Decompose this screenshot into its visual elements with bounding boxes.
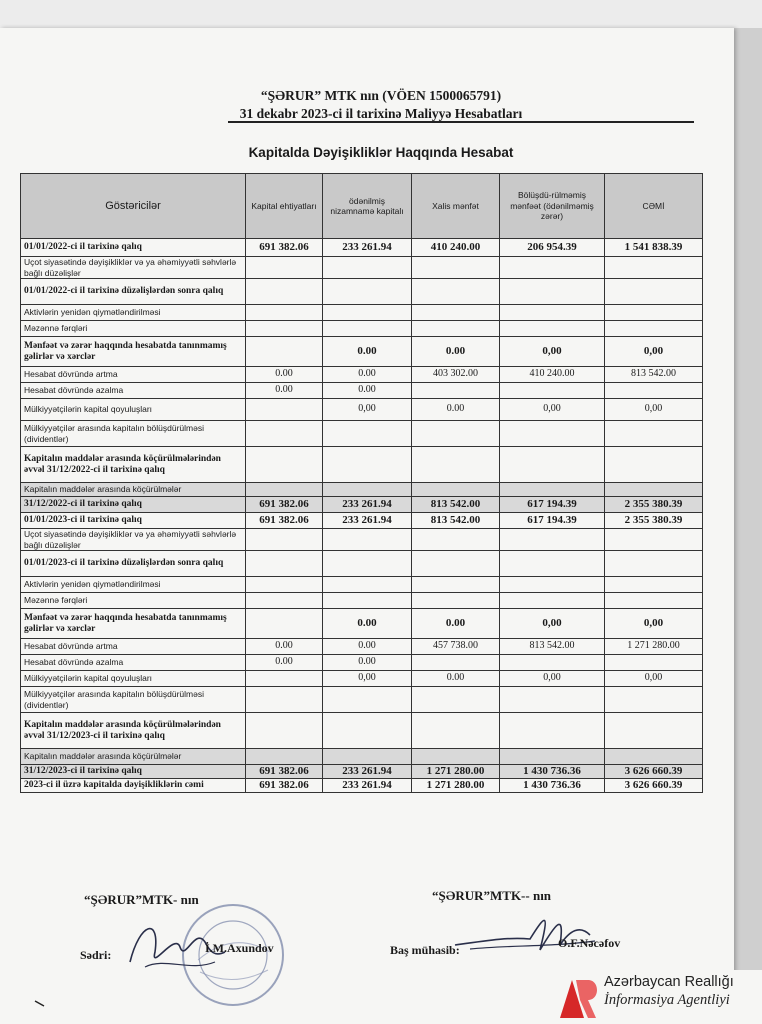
column-header: Bölüşdü-rülməmiş mənfəət (ödənilməmiş zərər) [500,174,605,239]
value-cell [323,321,412,337]
row-label: 01/01/2022-ci il tarixinə düzəlişlərdən sonra qalıq [21,279,246,305]
value-cell: 0,00 [500,399,605,421]
value-cell [246,279,323,305]
value-cell [246,337,323,367]
value-cell [500,551,605,577]
table-row [21,609,703,639]
value-cell: 3 626 660.39 [605,765,703,779]
value-cell [605,383,703,399]
table-row [21,279,703,305]
value-cell: 3 626 660.39 [605,779,703,793]
row-label: Hesabat dövründə artma [21,367,246,383]
value-cell [605,305,703,321]
value-cell: 233 261.94 [323,765,412,779]
value-cell [500,383,605,399]
value-cell [323,551,412,577]
row-label: 2023-ci il üzrə kapitalda dəyişikliklərin cəmi [21,779,246,793]
value-cell: 0,00 [605,609,703,639]
value-cell: 0.00 [323,609,412,639]
row-label: 01/01/2023-ci il tarixinə qalıq [21,513,246,529]
value-cell [500,577,605,593]
table-header-row [21,174,703,239]
value-cell [246,421,323,447]
value-cell: 617 194.39 [500,513,605,529]
table-row [21,749,703,765]
value-cell: 0.00 [246,383,323,399]
table-row [21,765,703,779]
value-cell: 691 382.06 [246,497,323,513]
value-cell [323,279,412,305]
agency-name: Azərbaycan Reallığı [604,974,734,990]
table-row [21,513,703,529]
value-cell [412,655,500,671]
document-title: “ŞƏRUR” MTK nın (VÖEN 1500065791) [260,88,502,103]
value-cell: 691 382.06 [246,239,323,257]
value-cell: 0.00 [323,367,412,383]
value-cell [605,421,703,447]
value-cell [412,483,500,497]
row-label: Mənfəət və zərər haqqında hesabatda tanınmamış gəlirlər və xərclər [21,609,246,639]
value-cell [323,483,412,497]
column-header: CƏMİ [605,174,703,239]
value-cell [412,321,500,337]
value-cell [412,279,500,305]
agency-watermark [556,970,762,1024]
value-cell: 0.00 [323,337,412,367]
value-cell [500,713,605,749]
value-cell: 233 261.94 [323,779,412,793]
value-cell [246,529,323,551]
value-cell: 1 430 736.36 [500,779,605,793]
accountant-name: O.F.Nəcəfov [558,936,621,950]
value-cell [412,593,500,609]
value-cell: 0,00 [500,337,605,367]
value-cell: 813 542.00 [412,497,500,513]
document-period: 31 dekabr 2023-ci il tarixinə Maliyyə Hesabatları [239,106,523,121]
value-cell [323,529,412,551]
value-cell [246,321,323,337]
row-label: 01/01/2023-ci il tarixinə düzəlişlərdən sonra qalıq [21,551,246,577]
value-cell: 0.00 [412,337,500,367]
row-label: Mülkiyyətçilər arasında kapitalın bölüşdürülməsi (dividentlər) [21,687,246,713]
value-cell [246,447,323,483]
value-cell [412,257,500,279]
value-cell [246,257,323,279]
accountant-role: Baş mühasib: [390,943,460,957]
table-row [21,671,703,687]
value-cell [246,609,323,639]
value-cell [246,687,323,713]
value-cell [605,593,703,609]
column-header: Kapital ehtiyatları [246,174,323,239]
row-label: Mülkiyyətçilərin kapital qoyuluşları [21,399,246,421]
table-row [21,421,703,447]
title-underline [228,121,694,123]
value-cell [246,671,323,687]
value-cell [323,687,412,713]
value-cell: 0,00 [500,609,605,639]
table-row [21,399,703,421]
value-cell [500,655,605,671]
value-cell [323,577,412,593]
value-cell: 1 271 280.00 [412,779,500,793]
value-cell: 813 542.00 [605,367,703,383]
value-cell: 0.00 [323,383,412,399]
value-cell [246,713,323,749]
value-cell: 0,00 [323,399,412,421]
value-cell [605,749,703,765]
value-cell: 403 302.00 [412,367,500,383]
value-cell: 457 738.00 [412,639,500,655]
value-cell [500,687,605,713]
table-row [21,447,703,483]
row-label: Hesabat dövründə azalma [21,383,246,399]
value-cell [605,483,703,497]
value-cell [605,687,703,713]
chairman-role: Sədri: [80,948,112,962]
row-label: 31/12/2022-ci il tarixinə qalıq [21,497,246,513]
value-cell [246,577,323,593]
value-cell: 0.00 [412,609,500,639]
value-cell [412,447,500,483]
accountant-signature [450,905,600,965]
table-row [21,529,703,551]
value-cell [412,305,500,321]
value-cell [246,749,323,765]
value-cell [500,421,605,447]
accountant-org: “ŞƏRUR”MTK-- nın [432,888,552,903]
value-cell [605,655,703,671]
column-header: Göstəricilər [21,174,246,239]
value-cell: 410 240.00 [412,239,500,257]
table-row [21,305,703,321]
row-label: 01/01/2022-ci il tarixinə qalıq [21,239,246,257]
value-cell [500,321,605,337]
table-row [21,577,703,593]
value-cell: 0.00 [246,639,323,655]
row-label: Kapitalın maddələr arasında köçürülmələr [21,749,246,765]
value-cell [412,713,500,749]
row-label: Məzənnə fərqləri [21,593,246,609]
value-cell: 206 954.39 [500,239,605,257]
value-cell [412,551,500,577]
row-label: Aktivlərin yenidən qiymətləndirilməsi [21,305,246,321]
value-cell: 0,00 [500,671,605,687]
row-label: Uçot siyasətində dəyişikliklər və ya əhəmiyyətli səhvlərlə bağlı düzəlişlər [21,529,246,551]
row-label: Mülkiyyətçilərin kapital qoyuluşları [21,671,246,687]
value-cell [323,305,412,321]
value-cell [412,529,500,551]
value-cell: 813 542.00 [500,639,605,655]
value-cell [323,749,412,765]
value-cell [246,483,323,497]
value-cell: 691 382.06 [246,513,323,529]
value-cell: 1 541 838.39 [605,239,703,257]
value-cell: 0,00 [605,337,703,367]
table-row [21,713,703,749]
table-row [21,687,703,713]
row-label: Uçot siyasətində dəyişikliklər və ya əhəmiyyətli səhvlərlə bağlı düzəlişlər [21,257,246,279]
value-cell [246,305,323,321]
value-cell [605,577,703,593]
column-header: ödənilmiş nizamnamə kapitalı [323,174,412,239]
report-subtitle: Kapitalda Dəyişikliklər Haqqında Hesabat [248,145,514,160]
value-cell [500,279,605,305]
value-cell [246,593,323,609]
table-row [21,483,703,497]
table-row [21,239,703,257]
table-row [21,321,703,337]
value-cell: 233 261.94 [323,239,412,257]
row-label: Kapitalın maddələr arasında köçürülmələrindən əvvəl 31/12/2022-ci il tarixinə qalıq [21,447,246,483]
chairman-name: İ.M.Axundov [205,941,274,955]
row-label: Mənfəət və zərər haqqında hesabatda tanınmamış gəlirlər və xərclər [21,337,246,367]
value-cell [412,383,500,399]
value-cell: 2 355 380.39 [605,497,703,513]
value-cell [323,713,412,749]
value-cell [412,687,500,713]
table-row [21,551,703,577]
value-cell: 0,00 [605,399,703,421]
value-cell: 233 261.94 [323,497,412,513]
equity-changes-table [20,173,703,793]
value-cell: 0,00 [605,671,703,687]
value-cell [500,529,605,551]
value-cell [323,447,412,483]
value-cell: 233 261.94 [323,513,412,529]
value-cell: 1 271 280.00 [412,765,500,779]
value-cell [605,529,703,551]
value-cell [323,593,412,609]
value-cell [605,321,703,337]
table-row [21,779,703,793]
value-cell: 0.00 [323,655,412,671]
value-cell: 0,00 [323,671,412,687]
value-cell: 0.00 [323,639,412,655]
value-cell [246,551,323,577]
value-cell [412,421,500,447]
value-cell: 691 382.06 [246,765,323,779]
row-label: Hesabat dövründə artma [21,639,246,655]
value-cell [323,421,412,447]
table-row [21,593,703,609]
value-cell: 1 271 280.00 [605,639,703,655]
value-cell [605,447,703,483]
row-label: Hesabat dövründə azalma [21,655,246,671]
column-header: Xalis mənfət [412,174,500,239]
table-row [21,497,703,513]
row-label: Kapitalın maddələr arasında köçürülmələrindən əvvəl 31/12/2023-ci il tarixinə qalıq [21,713,246,749]
value-cell: 0.00 [412,399,500,421]
value-cell [323,257,412,279]
value-cell [500,483,605,497]
value-cell [412,749,500,765]
table-row [21,337,703,367]
row-label: Kapitalın maddələr arasında köçürülmələr [21,483,246,497]
row-label: Mülkiyyətçilər arasında kapitalın bölüşdürülməsi (dividentlər) [21,421,246,447]
value-cell: 410 240.00 [500,367,605,383]
value-cell: 813 542.00 [412,513,500,529]
row-label: 31/12/2023-ci il tarixinə qalıq [21,765,246,779]
table-row [21,367,703,383]
value-cell [605,257,703,279]
top-strip [0,0,762,28]
value-cell [605,551,703,577]
chairman-org: “ŞƏRUR”MTK- nın [84,892,199,907]
value-cell: 0.00 [412,671,500,687]
value-cell: 691 382.06 [246,779,323,793]
row-label: Aktivlərin yenidən qiymətləndirilməsi [21,577,246,593]
value-cell [412,577,500,593]
value-cell: 0.00 [246,655,323,671]
value-cell: 0.00 [246,367,323,383]
table-row [21,383,703,399]
table-row [21,655,703,671]
value-cell: 617 194.39 [500,497,605,513]
value-cell [605,713,703,749]
row-label: Məzənnə fərqləri [21,321,246,337]
value-cell: 2 355 380.39 [605,513,703,529]
value-cell: 1 430 736.36 [500,765,605,779]
value-cell [500,593,605,609]
agency-logo-icon [558,974,602,1020]
value-cell [605,279,703,305]
value-cell [246,399,323,421]
value-cell [500,447,605,483]
table-row [21,257,703,279]
value-cell [500,257,605,279]
value-cell [500,305,605,321]
value-cell [500,749,605,765]
table-row [21,639,703,655]
pen-mark [34,1000,46,1008]
agency-subtitle: İnformasiya Agentliyi [604,992,730,1008]
